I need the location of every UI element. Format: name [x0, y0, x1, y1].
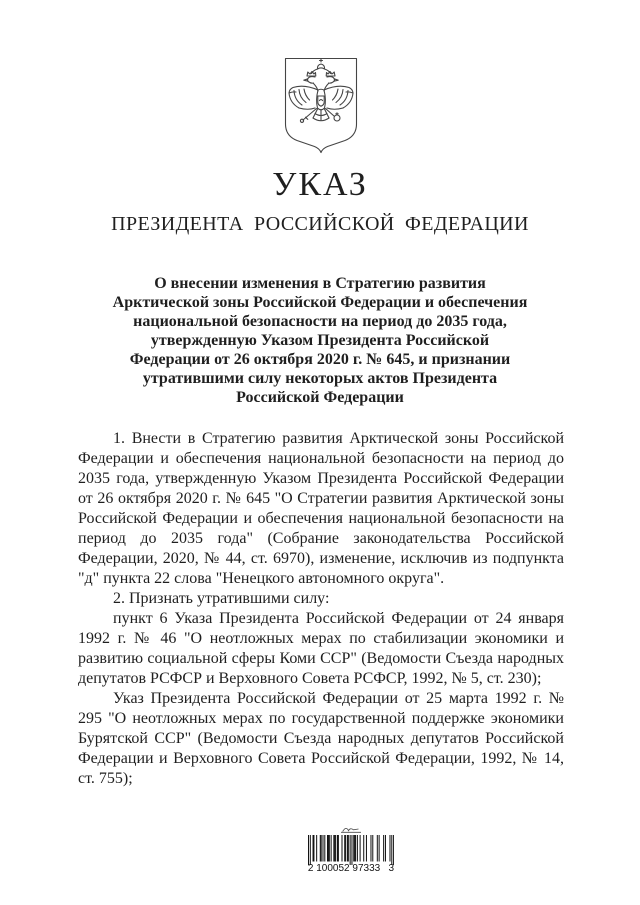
- heading-line: Российской Федерации: [236, 389, 404, 406]
- body-paragraph: 1. Внести в Стратегию развития Арктической зоны Российской Федерации и обеспечения национальной безопасности на период до 2035 года, утвержденную Указом Президента Российской Федерации от 26 октября 2020 г. № 645 "О Стратегии развития Арктической зоны Российской Федерации и обеспечения национальной безопасности на период до 2035 года" (Собрание законодательства Российской Федерации, 2020, № 44, ст. 6970), изменение, исключив из подпункта "д" пункта 22 слова "Ненецкого автономного округа".: [78, 430, 564, 587]
- body-paragraph: пункт 6 Указа Президента Российской Федерации от 24 января 1992 г. № 46 "О неотложных мерах по стабилизации экономики и развитию социальной сферы Коми ССР" (Ведомости Съезда народных депутатов РСФСР и Верховного Совета РСФСР, 1992, № 5, ст. 230);: [78, 610, 564, 687]
- body-paragraph: 2. Признать утратившими силу:: [113, 590, 330, 607]
- body-paragraph: Указ Президента Российской Федерации от 25 марта 1992 г. № 295 "О неотложных мерах по государственной поддержке экономики Бурятской ССР" (Ведомости Съезда народных депутатов Российской Федерации и Верховного Совета Российской Федерации, 1992, № 14, ст. 755);: [78, 690, 564, 787]
- barcode-bars: [308, 835, 394, 865]
- document-subtitle: ПРЕЗИДЕНТА РОССИЙСКОЙ ФЕДЕРАЦИИ: [111, 213, 529, 235]
- heading-line: национальной безопасности на период до 2035 года,: [133, 313, 507, 330]
- barcode-mark-icon: [333, 824, 369, 834]
- document-title: УКАЗ: [272, 166, 368, 203]
- barcode: [304, 824, 398, 874]
- heading-line: утратившими силу некоторых актов Президента: [142, 370, 498, 387]
- heading-line: О внесении изменения в Стратегию развития: [154, 275, 486, 292]
- document-subject-heading: [80, 274, 560, 407]
- barcode-digits: 2 100052 97333 3: [307, 863, 395, 874]
- document-body: [78, 429, 564, 789]
- russian-coat-of-arms-icon: [282, 56, 360, 154]
- heading-line: Федерации от 26 октября 2020 г. № 645, и признании: [129, 351, 511, 368]
- heading-line: Арктической зоны Российской Федерации и обеспечения: [112, 294, 528, 311]
- heading-line: утвержденную Указом Президента Российской: [150, 332, 490, 349]
